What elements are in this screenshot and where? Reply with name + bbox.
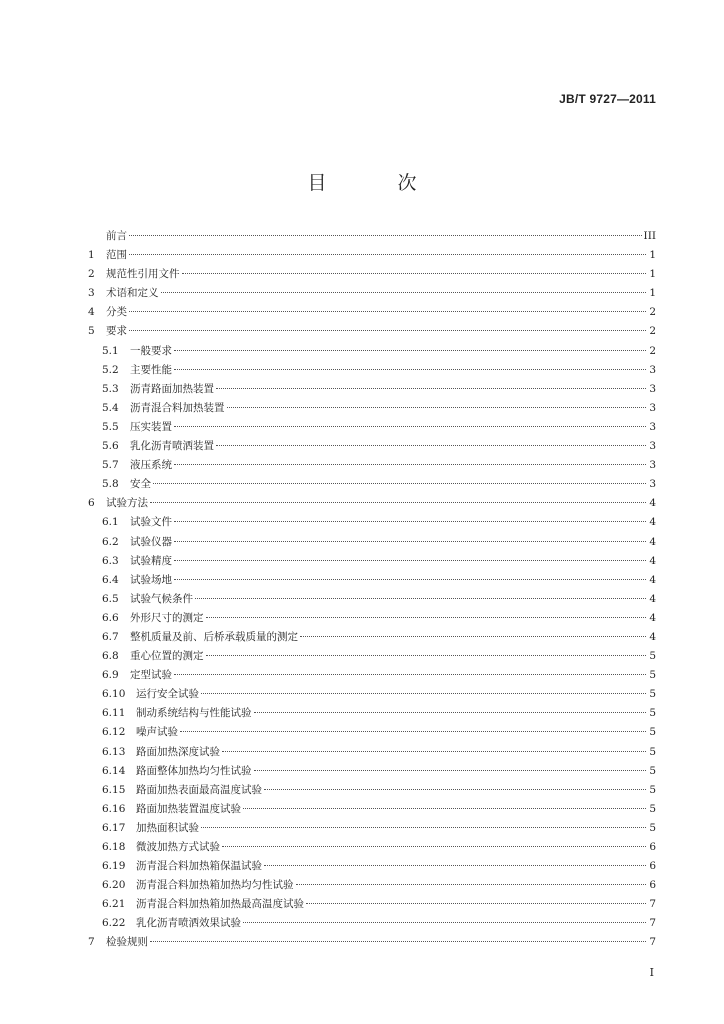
toc-entry-title: 外形尺寸的测定 — [130, 611, 204, 624]
toc-entry[interactable] — [88, 494, 656, 513]
toc-entry-page: 5 — [649, 650, 656, 663]
toc-entry-number: 5.7 — [102, 459, 119, 472]
toc-entry-number: 1 — [88, 249, 95, 262]
toc-entry-title: 整机质量及前、后桥承载质量的测定 — [130, 630, 298, 643]
toc-entry-page: 4 — [649, 535, 656, 548]
toc-entry-title: 液压系统 — [130, 459, 172, 472]
toc-dot-leader — [227, 407, 647, 408]
toc-entry-page: 3 — [649, 382, 656, 395]
toc-entry-title: 检验规则 — [106, 936, 148, 949]
toc-entry-number: 6.2 — [102, 535, 119, 548]
toc-dot-leader — [201, 693, 646, 694]
toc-dot-leader — [174, 541, 646, 542]
toc-entry[interactable] — [88, 800, 656, 819]
toc-entry-title: 试验文件 — [130, 516, 172, 529]
toc-entry-title: 乳化沥青喷洒装置 — [130, 440, 214, 453]
toc-entry[interactable] — [88, 418, 656, 437]
toc-entry-page: 4 — [649, 497, 656, 510]
toc-dot-leader — [174, 369, 646, 370]
toc-entry[interactable] — [88, 914, 656, 933]
toc-dot-leader — [180, 731, 646, 732]
toc-entry[interactable] — [88, 857, 656, 876]
toc-entry-number: 6.11 — [102, 707, 126, 720]
toc-entry[interactable] — [88, 876, 656, 895]
toc-entry-number: 6.10 — [102, 688, 126, 701]
toc-title: 目 次 — [307, 172, 443, 194]
toc-entry[interactable] — [88, 666, 656, 685]
toc-entry-title: 沥青路面加热装置 — [130, 382, 214, 395]
toc-entry-number: 6.18 — [102, 841, 126, 853]
toc-entry-title: 要求 — [106, 325, 127, 338]
toc-entry[interactable] — [88, 342, 656, 361]
table-of-contents — [88, 227, 656, 953]
toc-entry-title: 噪声试验 — [136, 726, 178, 739]
toc-entry-title: 微波加热方式试验 — [136, 841, 220, 853]
toc-dot-leader — [150, 502, 646, 503]
toc-dot-leader — [206, 617, 647, 618]
toc-entry-title: 沥青混合料加热箱保温试验 — [136, 860, 262, 873]
toc-entry-number: 6.13 — [102, 745, 126, 758]
toc-dot-leader — [174, 350, 646, 351]
toc-entry-page: 7 — [649, 936, 656, 949]
toc-dot-leader — [264, 865, 646, 866]
toc-entry-number: 5.1 — [102, 344, 119, 357]
toc-dot-leader — [222, 846, 646, 847]
toc-dot-leader — [300, 636, 646, 637]
toc-entry-number: 5.3 — [102, 382, 119, 395]
toc-entry-number: 6.17 — [102, 821, 126, 834]
toc-entry-title: 沥青混合料加热箱加热均匀性试验 — [136, 879, 294, 892]
toc-entry-page: 4 — [649, 516, 656, 529]
toc-entry-page: 5 — [649, 688, 656, 701]
toc-dot-leader — [201, 827, 646, 828]
toc-entry[interactable] — [88, 437, 656, 456]
toc-entry-title: 路面加热装置温度试验 — [136, 802, 241, 815]
toc-entry-number: 6.22 — [102, 917, 126, 930]
toc-entry[interactable] — [88, 743, 656, 762]
toc-entry-page: 2 — [649, 344, 656, 357]
toc-dot-leader — [174, 426, 646, 427]
toc-entry-number: 6.20 — [102, 879, 126, 892]
standard-code: JB/T 9727—2011 — [559, 92, 656, 106]
toc-entry-page: 3 — [649, 363, 656, 376]
toc-entry-page: 3 — [649, 459, 656, 472]
toc-entry[interactable] — [88, 246, 656, 265]
toc-entry[interactable] — [88, 895, 656, 914]
toc-entry[interactable] — [88, 723, 656, 742]
toc-entry-number: 6.9 — [102, 669, 119, 682]
toc-entry-title: 沥青混合料加热箱加热最高温度试验 — [136, 898, 304, 911]
toc-entry[interactable] — [88, 380, 656, 399]
toc-entry-title: 加热面积试验 — [136, 821, 199, 834]
toc-entry-number: 7 — [88, 936, 95, 949]
toc-entry-title: 路面加热表面最高温度试验 — [136, 783, 262, 796]
toc-entry[interactable] — [88, 322, 656, 341]
toc-dot-leader — [129, 254, 646, 255]
toc-dot-leader — [153, 483, 646, 484]
toc-entry-page: 2 — [649, 325, 656, 338]
toc-entry-page: 4 — [649, 592, 656, 605]
toc-entry-page: 5 — [649, 669, 656, 682]
toc-entry[interactable] — [88, 265, 656, 284]
toc-dot-leader — [254, 770, 647, 771]
toc-entry[interactable] — [88, 475, 656, 494]
toc-entry[interactable] — [88, 628, 656, 647]
toc-entry[interactable] — [88, 933, 656, 952]
toc-entry-page: 6 — [649, 860, 656, 873]
toc-dot-leader — [150, 941, 646, 942]
toc-entry-number: 3 — [88, 287, 95, 300]
toc-entry-page: 2 — [649, 306, 656, 319]
toc-entry-page: 5 — [649, 783, 656, 796]
toc-dot-leader — [174, 674, 646, 675]
toc-entry-page: 7 — [649, 898, 656, 911]
toc-entry-title: 范围 — [106, 249, 127, 262]
toc-dot-leader — [222, 751, 646, 752]
toc-dot-leader — [129, 311, 646, 312]
toc-entry-number: 6 — [88, 497, 95, 510]
toc-entry[interactable] — [88, 647, 656, 666]
toc-entry-title: 压实装置 — [130, 420, 172, 433]
toc-entry[interactable] — [88, 762, 656, 781]
toc-entry-title: 试验气候条件 — [130, 592, 193, 605]
toc-entry[interactable] — [88, 571, 656, 590]
toc-entry[interactable] — [88, 533, 656, 552]
toc-entry[interactable] — [88, 781, 656, 800]
toc-entry[interactable] — [88, 552, 656, 571]
toc-dot-leader — [216, 445, 646, 446]
toc-entry-number: 5.4 — [102, 401, 119, 414]
toc-dot-leader — [182, 273, 647, 274]
toc-entry-page: 5 — [649, 821, 656, 834]
toc-dot-leader — [243, 808, 646, 809]
toc-entry-title: 规范性引用文件 — [106, 268, 180, 281]
page-number: I — [649, 966, 654, 979]
toc-entry-page: 1 — [649, 268, 656, 281]
toc-entry-title: 分类 — [106, 306, 127, 319]
toc-entry-page: 4 — [649, 611, 656, 624]
toc-entry-page: 5 — [649, 802, 656, 815]
toc-entry-number: 5.8 — [102, 478, 119, 491]
toc-entry-page: 6 — [649, 841, 656, 853]
toc-entry-page: 4 — [649, 573, 656, 586]
toc-entry-number: 6.8 — [102, 650, 119, 663]
toc-entry-page: III — [643, 230, 656, 242]
toc-entry-number: 5.5 — [102, 420, 119, 433]
toc-entry-page: 3 — [649, 440, 656, 453]
toc-entry-page: 3 — [649, 420, 656, 433]
toc-entry-number: 6.5 — [102, 592, 119, 605]
toc-entry-page: 5 — [649, 764, 656, 777]
toc-dot-leader — [243, 922, 646, 923]
toc-entry[interactable] — [88, 303, 656, 322]
toc-entry-title: 运行安全试验 — [136, 688, 199, 701]
toc-entry[interactable] — [88, 456, 656, 475]
toc-dot-leader — [129, 330, 646, 331]
toc-entry-title: 试验精度 — [130, 554, 172, 567]
toc-entry-number: 6.3 — [102, 554, 119, 567]
toc-entry-number: 5.6 — [102, 440, 119, 453]
toc-entry[interactable] — [88, 838, 656, 857]
toc-entry[interactable] — [88, 399, 656, 418]
toc-entry-title: 路面加热深度试验 — [136, 745, 220, 758]
toc-entry[interactable] — [88, 819, 656, 838]
toc-entry-number: 5.2 — [102, 363, 119, 376]
toc-entry[interactable] — [88, 685, 656, 704]
toc-entry[interactable] — [88, 590, 656, 609]
toc-entry-title: 定型试验 — [130, 669, 172, 682]
toc-entry-title: 一般要求 — [130, 344, 172, 357]
toc-entry-title: 术语和定义 — [106, 287, 159, 300]
toc-entry-page: 1 — [649, 249, 656, 262]
toc-dot-leader — [264, 789, 646, 790]
toc-dot-leader — [195, 598, 646, 599]
toc-entry-number: 6.21 — [102, 898, 126, 911]
toc-entry-title: 试验方法 — [106, 497, 148, 510]
toc-entry-number: 4 — [88, 306, 95, 319]
toc-entry[interactable] — [88, 361, 656, 380]
toc-entry-title: 主要性能 — [130, 363, 172, 376]
toc-entry-title: 路面整体加热均匀性试验 — [136, 764, 252, 777]
toc-entry-page: 5 — [649, 726, 656, 739]
toc-entry-title: 乳化沥青喷洒效果试验 — [136, 917, 241, 930]
toc-entry[interactable] — [88, 284, 656, 303]
toc-entry-number: 6.19 — [102, 860, 126, 873]
toc-dot-leader — [296, 884, 647, 885]
toc-dot-leader — [216, 388, 646, 389]
toc-entry-page: 6 — [649, 879, 656, 892]
toc-entry-number: 6.6 — [102, 611, 119, 624]
toc-entry-title: 试验仪器 — [130, 535, 172, 548]
toc-entry[interactable] — [88, 513, 656, 532]
toc-dot-leader — [174, 464, 646, 465]
toc-entry-page: 5 — [649, 745, 656, 758]
toc-entry-page: 1 — [649, 287, 656, 300]
toc-entry-title: 制动系统结构与性能试验 — [136, 707, 252, 720]
toc-entry-number: 6.14 — [102, 764, 126, 777]
toc-entry-number: 6.16 — [102, 802, 126, 815]
toc-dot-leader — [254, 712, 647, 713]
toc-entry-title: 安全 — [130, 478, 151, 491]
toc-entry-title: 沥青混合料加热装置 — [130, 401, 225, 414]
toc-entry-number: 6.12 — [102, 726, 126, 739]
toc-dot-leader — [174, 521, 646, 522]
toc-dot-leader — [174, 579, 646, 580]
toc-entry-page: 3 — [649, 401, 656, 414]
toc-entry-number: 6.7 — [102, 630, 119, 643]
toc-entry-page: 5 — [649, 707, 656, 720]
toc-entry-page: 4 — [649, 554, 656, 567]
toc-entry-number: 6.1 — [102, 516, 119, 529]
toc-dot-leader — [129, 235, 642, 236]
toc-entry[interactable] — [88, 704, 656, 723]
toc-entry-title: 试验场地 — [130, 573, 172, 586]
toc-entry-page: 7 — [649, 917, 656, 930]
toc-entry[interactable] — [88, 609, 656, 628]
toc-dot-leader — [206, 655, 647, 656]
toc-entry[interactable] — [88, 227, 656, 246]
toc-entry-page: 4 — [649, 630, 656, 643]
toc-dot-leader — [161, 292, 647, 293]
toc-dot-leader — [174, 560, 646, 561]
toc-dot-leader — [306, 903, 646, 904]
toc-entry-title: 前言 — [106, 230, 127, 242]
toc-entry-number: 2 — [88, 268, 95, 281]
toc-entry-number: 5 — [88, 325, 95, 338]
toc-entry-number: 6.4 — [102, 573, 119, 586]
toc-entry-page: 3 — [649, 478, 656, 491]
toc-entry-number: 6.15 — [102, 783, 126, 796]
toc-entry-title: 重心位置的测定 — [130, 650, 204, 663]
